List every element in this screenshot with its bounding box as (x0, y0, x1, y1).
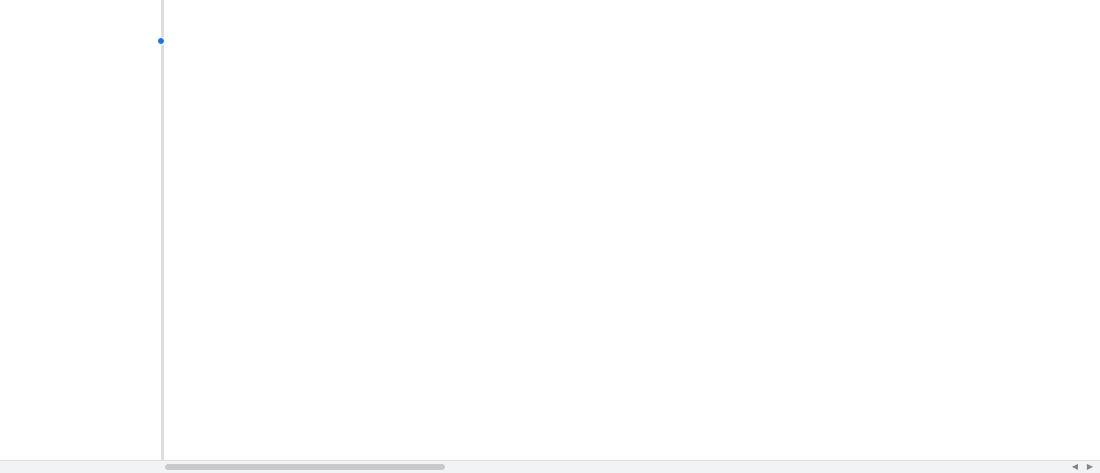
horizontal-scrollbar-thumb[interactable] (165, 464, 445, 470)
frozen-column-divider[interactable] (161, 0, 164, 460)
horizontal-scrollbar[interactable] (0, 460, 1100, 473)
selection-fill-handle[interactable] (157, 37, 165, 45)
cell-grid (0, 20, 1100, 460)
chevron-left-icon[interactable]: ◀ (1071, 462, 1079, 471)
column-header-bar (0, 0, 1100, 20)
chevron-right-icon[interactable]: ▶ (1086, 462, 1094, 471)
